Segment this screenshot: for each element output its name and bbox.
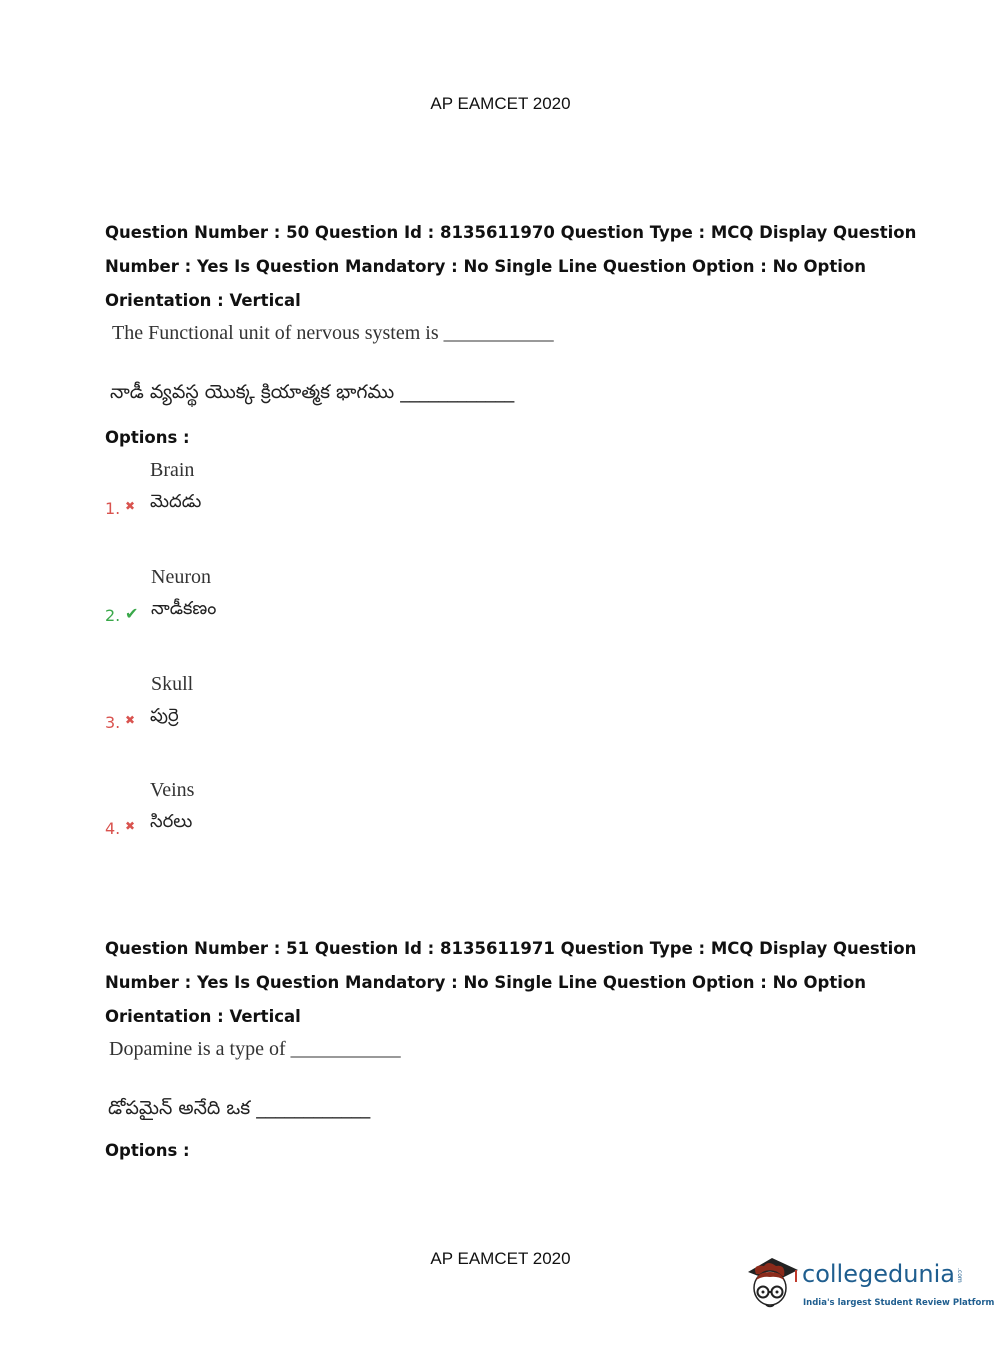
cross-icon: ✖ bbox=[125, 499, 136, 513]
mascot-icon bbox=[742, 1250, 800, 1314]
logo-wordmark: collegedunia bbox=[802, 1260, 956, 1288]
option-4-number: 4. bbox=[105, 819, 121, 838]
meta-line: Question Number : 51 Question Id : 8135611971 Question Type : MCQ Display Question bbox=[105, 939, 917, 958]
page-header: AP EAMCET 2020 bbox=[430, 94, 571, 113]
option-2-english: Neuron bbox=[151, 566, 211, 588]
option-3 bbox=[105, 673, 505, 743]
question-50-text-english: The Functional unit of nervous system is ___________ bbox=[112, 322, 554, 344]
logo-tagline: India's largest Student Review Platform bbox=[803, 1298, 995, 1308]
option-4-english: Veins bbox=[150, 779, 195, 801]
option-1-telugu: మెదడు bbox=[150, 491, 202, 512]
page-footer: AP EAMCET 2020 bbox=[430, 1249, 571, 1268]
option-1-english: Brain bbox=[150, 459, 195, 481]
option-2 bbox=[105, 566, 505, 636]
options-label: Options : bbox=[105, 1141, 190, 1160]
meta-line: Question Number : 50 Question Id : 8135611970 Question Type : MCQ Display Question bbox=[105, 223, 917, 242]
question-50-meta bbox=[105, 216, 917, 318]
cross-icon: ✖ bbox=[125, 819, 136, 833]
meta-line: Number : Yes Is Question Mandatory : No Single Line Question Option : No Option bbox=[105, 973, 866, 992]
option-1-number: 1. bbox=[105, 499, 121, 518]
option-3-number: 3. bbox=[105, 713, 121, 732]
collegedunia-logo bbox=[742, 1250, 995, 1320]
question-50-text-telugu: నాడీ వ్యవస్థ యొక్క క్రియాత్మక భాగము ____________ bbox=[110, 381, 515, 403]
meta-line: Orientation : Vertical bbox=[105, 291, 301, 310]
meta-line: Orientation : Vertical bbox=[105, 1007, 301, 1026]
options-label: Options : bbox=[105, 428, 190, 447]
logo-tld: .com bbox=[956, 1268, 963, 1283]
question-51-text-telugu: డోపమైన్ అనేది ఒక ____________ bbox=[108, 1097, 371, 1119]
meta-line: Number : Yes Is Question Mandatory : No Single Line Question Option : No Option bbox=[105, 257, 866, 276]
question-51-text-english: Dopamine is a type of ___________ bbox=[109, 1038, 401, 1060]
option-3-english: Skull bbox=[151, 673, 194, 695]
check-icon: ✔ bbox=[125, 604, 139, 623]
option-2-telugu: నాడీకణం bbox=[151, 598, 217, 619]
option-4 bbox=[105, 779, 505, 849]
cross-icon: ✖ bbox=[125, 713, 136, 727]
option-2-number: 2. bbox=[105, 606, 121, 625]
question-51-meta bbox=[105, 932, 917, 1034]
option-4-telugu: సిరలు bbox=[150, 811, 193, 832]
option-3-telugu: పుర్రె bbox=[150, 705, 179, 726]
option-1 bbox=[105, 459, 505, 529]
